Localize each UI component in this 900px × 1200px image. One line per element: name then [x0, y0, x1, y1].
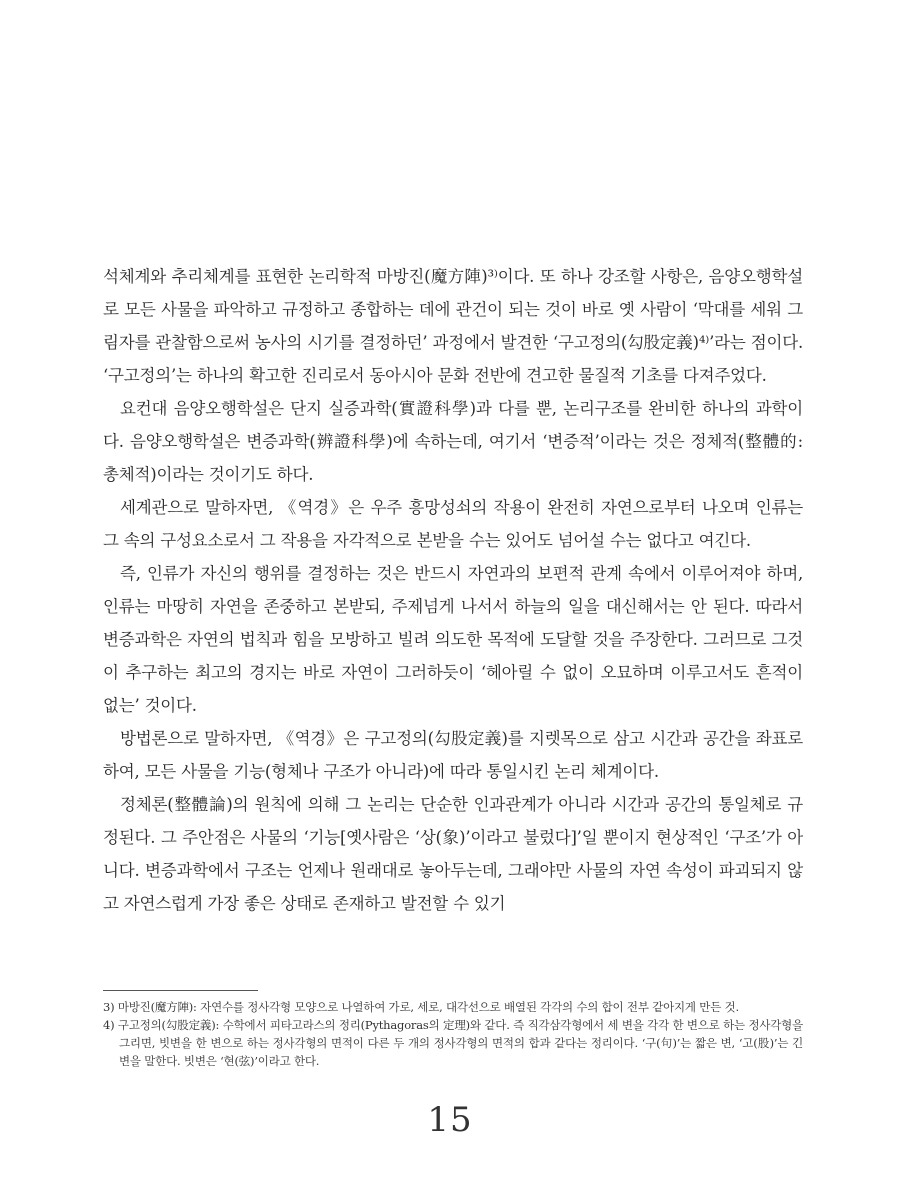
footnote-item: 4) 구고정의(勾股定義): 수학에서 피타고라스의 정리(Pythagoras의 定理)와 같다. 즉 직각삼각형에서 세 변을 각각 한 변으로 하는 정사각형을 그리면, 빗변을 한 변으로 하는 정사각형의 면적이 다른 두 개의 정사각형의 면적의 합과 같다는 정리이다. ‘구(句)’는 짧은 변, ‘고(股)’는 긴 변을 말한다. 빗변은 ‘현(弦)’이라고 한다. — [103, 1018, 803, 1068]
paragraph: 정체론(整體論)의 원칙에 의해 그 논리는 단순한 인과관계가 아니라 시간과 공간의 통일체로 규정된다. 그 주안점은 사물의 ‘기능[옛사람은 ‘상(象)’이라고 불렀다]’일 뿐이지 현상적인 ‘구조’가 아니다. 변증과학에서 구조는 언제나 원래대로 놓아두는데, 그래야만 사물의 자연 속성이 파괴되지 않고 자연스럽게 가장 좋은 상태로 존재하고 발전할 수 있기 — [103, 795, 803, 913]
paragraph: 방법론으로 말하자면, 《역경》은 구고정의(勾股定義)를 지렛목으로 삼고 시간과 공간을 좌표로 하여, 모든 사물을 기능(형체나 구조가 아니라)에 따라 통일시킨 논리 체계이다. — [103, 729, 803, 781]
page-number: 15 — [427, 1100, 473, 1140]
footnote-item: 3) 마방진(魔方陣): 자연수를 정사각형 모양으로 나열하여 가로, 세로, 대각선으로 배열된 각각의 수의 합이 전부 같아지게 만든 것. — [103, 1000, 739, 1014]
body-text — [103, 260, 803, 920]
paragraph: 즉, 인류가 자신의 행위를 결정하는 것은 반드시 자연과의 보편적 관계 속에서 이루어져야 하며, 인류는 마땅히 자연을 존중하고 본받되, 주제넘게 나서서 하늘의 일을 대신해서는 안 된다. 따라서 변증과학은 자연의 법칙과 힘을 모방하고 빌려 의도한 목적에 도달할 것을 주장한다. 그러므로 그것이 추구하는 최고의 경지는 바로 자연이 그러하듯이 ‘헤아릴 수 없이 오묘하며 이루고서도 흔적이 없는’ 것이다. — [103, 564, 803, 715]
footnote-divider — [103, 990, 258, 991]
paragraph: 요컨대 음양오행학설은 단지 실증과학(實證科學)과 다를 뿐, 논리구조를 완비한 하나의 과학이다. 음양오행학설은 변증과학(辨證科學)에 속하는데, 여기서 ‘변증적’이라는 것은 정체적(整體的: 총체적)이라는 것이기도 하다. — [103, 399, 803, 484]
paragraph: 석체계와 추리체계를 표현한 논리학적 마방진(魔方陣)³⁾이다. 또 하나 강조할 사항은, 음양오행학설로 모든 사물을 파악하고 규정하고 종합하는 데에 관건이 되는 것이 바로 옛 사람이 ‘막대를 세워 그림자를 관찰함으로써 농사의 시기를 결정하던’ 과정에서 발견한 ‘구고정의(勾股定義)⁴⁾’라는 점이다. ‘구고정의’는 하나의 확고한 진리로서 동아시아 문화 전반에 견고한 물질적 기초를 다져주었다. — [103, 267, 803, 385]
paragraph: 세계관으로 말하자면, 《역경》은 우주 흥망성쇠의 작용이 완전히 자연으로부터 나오며 인류는 그 속의 구성요소로서 그 작용을 자각적으로 본받을 수는 있어도 넘어설 수는 없다고 여긴다. — [103, 498, 803, 550]
footnotes — [103, 998, 803, 1070]
